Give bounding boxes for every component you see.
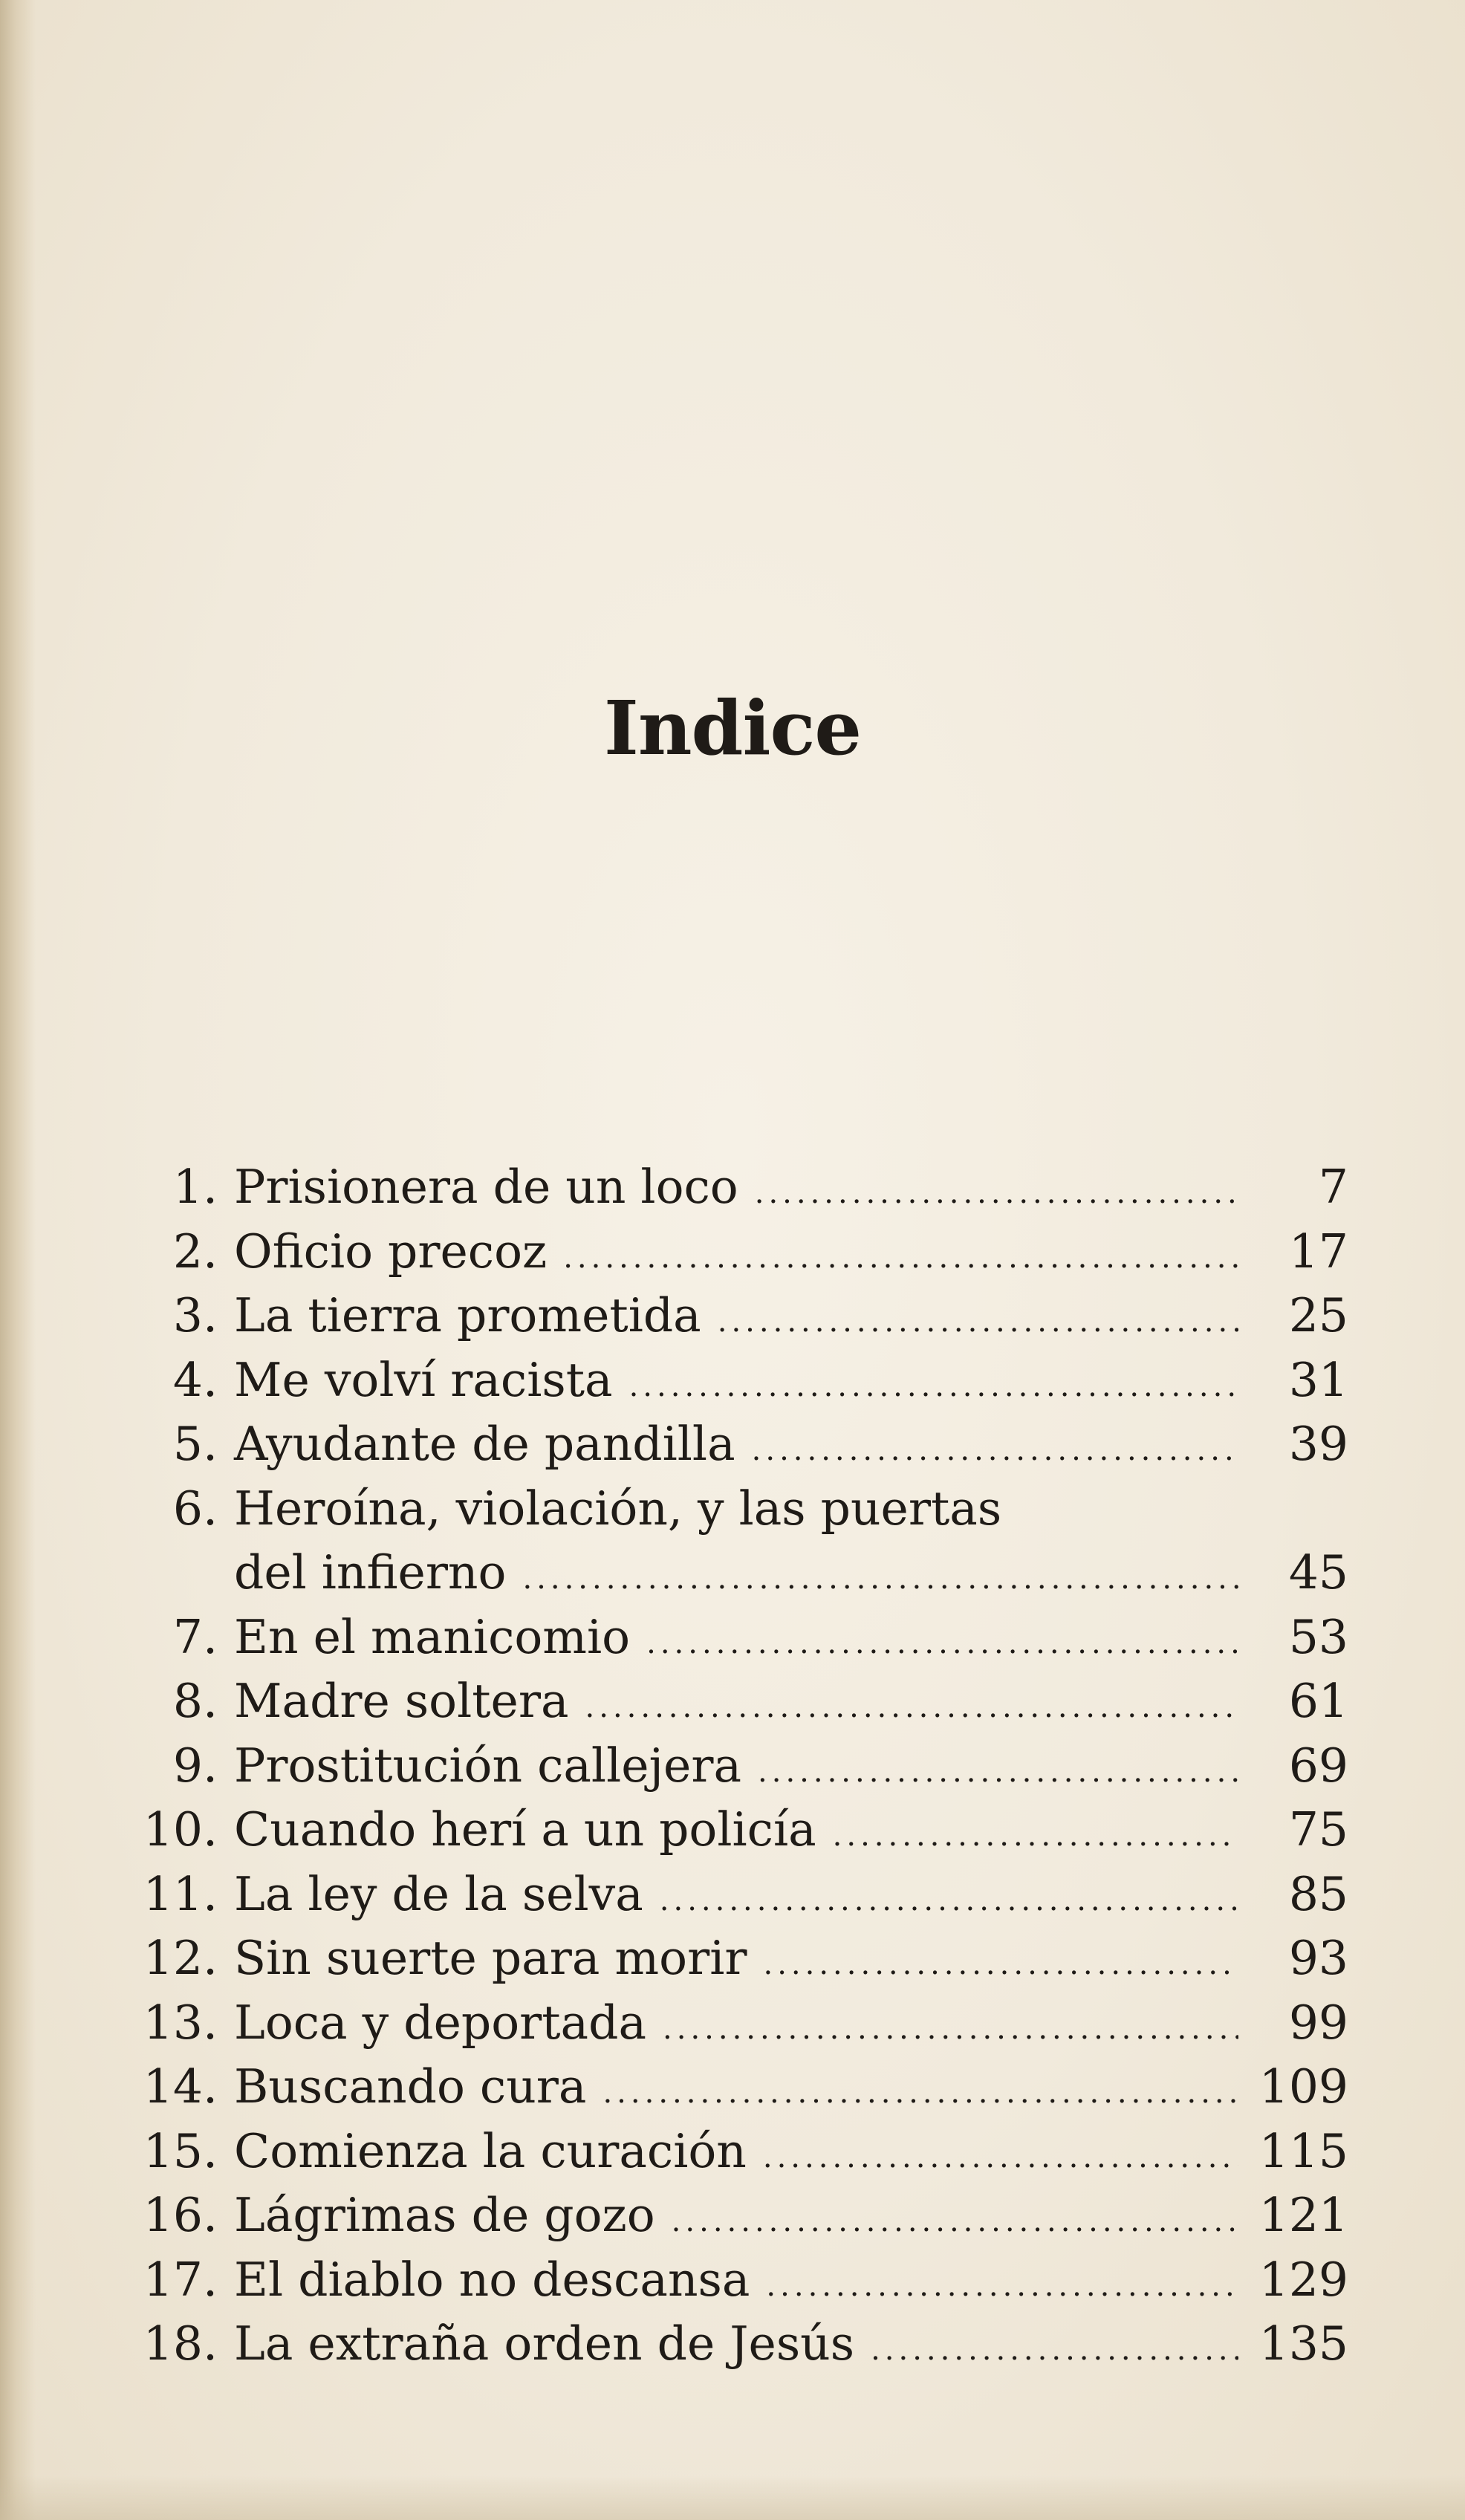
- chapter-number: 14.: [143, 2059, 218, 2114]
- chapter-number: 3.: [172, 1288, 218, 1342]
- toc-entry: [130, 1284, 1348, 1348]
- page-number: 31: [1288, 1352, 1348, 1407]
- page-number: 61: [1288, 1674, 1348, 1728]
- toc-entry: [130, 1155, 1348, 1220]
- chapter-title: Comienza la curación: [234, 2123, 747, 2178]
- leader-dots: [718, 1290, 1238, 1354]
- toc-entry: [130, 1220, 1348, 1285]
- toc-entry: [130, 1348, 1348, 1413]
- toc-entry: [130, 1605, 1348, 1670]
- leader-dots: [563, 1226, 1238, 1290]
- page-number: 17: [1288, 1224, 1348, 1279]
- page-number: 93: [1288, 1931, 1348, 1985]
- page-bottom-shadow: [0, 2475, 1465, 2520]
- chapter-number: 15.: [143, 2123, 218, 2178]
- leader-dots: [833, 1804, 1238, 1868]
- chapter-title: Me volví racista: [234, 1352, 613, 1407]
- toc-entry: [130, 2055, 1348, 2120]
- toc-entry: [130, 2120, 1348, 2184]
- toc-entry: [130, 1926, 1348, 1991]
- toc-entry: [130, 1863, 1348, 1927]
- leader-dots: [672, 2189, 1238, 2254]
- page-number: 7: [1318, 1160, 1348, 1214]
- chapter-title: Loca y deportada: [234, 1995, 647, 2050]
- page-number: 109: [1258, 2059, 1348, 2114]
- leader-dots: [585, 1675, 1238, 1740]
- toc-entry: [130, 2183, 1348, 2248]
- toc-entry: [130, 1991, 1348, 2056]
- chapter-number: 6.: [172, 1481, 218, 1536]
- chapter-number: 10.: [143, 1802, 218, 1857]
- chapter-number: 4.: [172, 1352, 218, 1407]
- chapter-title: En el manicomio: [234, 1609, 631, 1664]
- chapter-title: La ley de la selva: [234, 1866, 643, 1921]
- chapter-number: 9.: [172, 1738, 218, 1793]
- chapter-title: Prisionera de un loco: [234, 1160, 738, 1214]
- leader-dots: [660, 1868, 1238, 1933]
- chapter-title: Cuando herí a un policía: [234, 1802, 816, 1857]
- chapter-title: La extraña orden de Jesús: [234, 2316, 855, 2371]
- leader-dots: [763, 2126, 1238, 2190]
- leader-dots: [766, 2254, 1238, 2319]
- chapter-title: Lágrimas de gozo: [234, 2188, 655, 2242]
- chapter-title: Heroína, violación, y las puertas: [234, 1481, 1002, 1536]
- chapter-number: 11.: [143, 1866, 218, 1921]
- chapter-title: Oficio precoz: [234, 1224, 548, 1279]
- page-number: 135: [1258, 2316, 1348, 2371]
- chapter-title: Ayudante de pandilla: [234, 1417, 735, 1471]
- page-number: 39: [1288, 1417, 1348, 1471]
- page-number: 121: [1258, 2188, 1348, 2242]
- toc-entry: [130, 2248, 1348, 2313]
- chapter-title: Buscando cura: [234, 2059, 587, 2114]
- chapter-title: La tierra prometida: [234, 1288, 701, 1342]
- chapter-number: 16.: [143, 2188, 218, 2242]
- leader-dots: [755, 1161, 1238, 1226]
- chapter-title: Prostitución callejera: [234, 1738, 742, 1793]
- chapter-title-continuation: del infierno: [234, 1545, 507, 1600]
- toc-entry: [130, 1669, 1348, 1734]
- page-title: Indice: [604, 684, 861, 772]
- page-number: 85: [1288, 1866, 1348, 1921]
- leader-dots: [522, 1547, 1238, 1611]
- leader-dots: [871, 2318, 1238, 2383]
- leader-dots: [646, 1611, 1238, 1676]
- chapter-number: 2.: [172, 1224, 218, 1279]
- leader-dots: [763, 1932, 1238, 1997]
- chapter-number: 12.: [143, 1931, 218, 1985]
- chapter-number: 13.: [143, 1995, 218, 2050]
- chapter-number: 18.: [143, 2316, 218, 2371]
- page-number: 45: [1288, 1545, 1348, 1600]
- leader-dots: [758, 1740, 1238, 1805]
- toc-entry: [130, 1412, 1348, 1477]
- chapter-number: 5.: [172, 1417, 218, 1471]
- toc-entry: [130, 1734, 1348, 1799]
- toc-entry: [130, 2312, 1348, 2377]
- chapter-title: Sin suerte para morir: [234, 1931, 747, 1985]
- page-number: 99: [1288, 1995, 1348, 2050]
- page-number: 25: [1288, 1288, 1348, 1342]
- chapter-number: 17.: [143, 2252, 218, 2307]
- page-number: 53: [1288, 1609, 1348, 1664]
- table-of-contents: [130, 1155, 1348, 2377]
- chapter-title: El diablo no descansa: [234, 2252, 750, 2307]
- page-number: 115: [1258, 2123, 1348, 2178]
- toc-entry: [130, 1798, 1348, 1863]
- page-number: 69: [1288, 1738, 1348, 1793]
- chapter-number: 1.: [172, 1160, 218, 1214]
- page-number: 129: [1258, 2252, 1348, 2307]
- toc-entry: [130, 1477, 1348, 1605]
- page-number: 75: [1288, 1802, 1348, 1857]
- leader-dots: [752, 1418, 1238, 1483]
- chapter-title: Madre soltera: [234, 1674, 569, 1728]
- chapter-number: 7.: [172, 1609, 218, 1664]
- chapter-number: 8.: [172, 1674, 218, 1728]
- leader-dots: [602, 2061, 1238, 2126]
- page-binding-edge: [0, 0, 36, 2520]
- leader-dots: [663, 1997, 1238, 2062]
- leader-dots: [629, 1354, 1238, 1419]
